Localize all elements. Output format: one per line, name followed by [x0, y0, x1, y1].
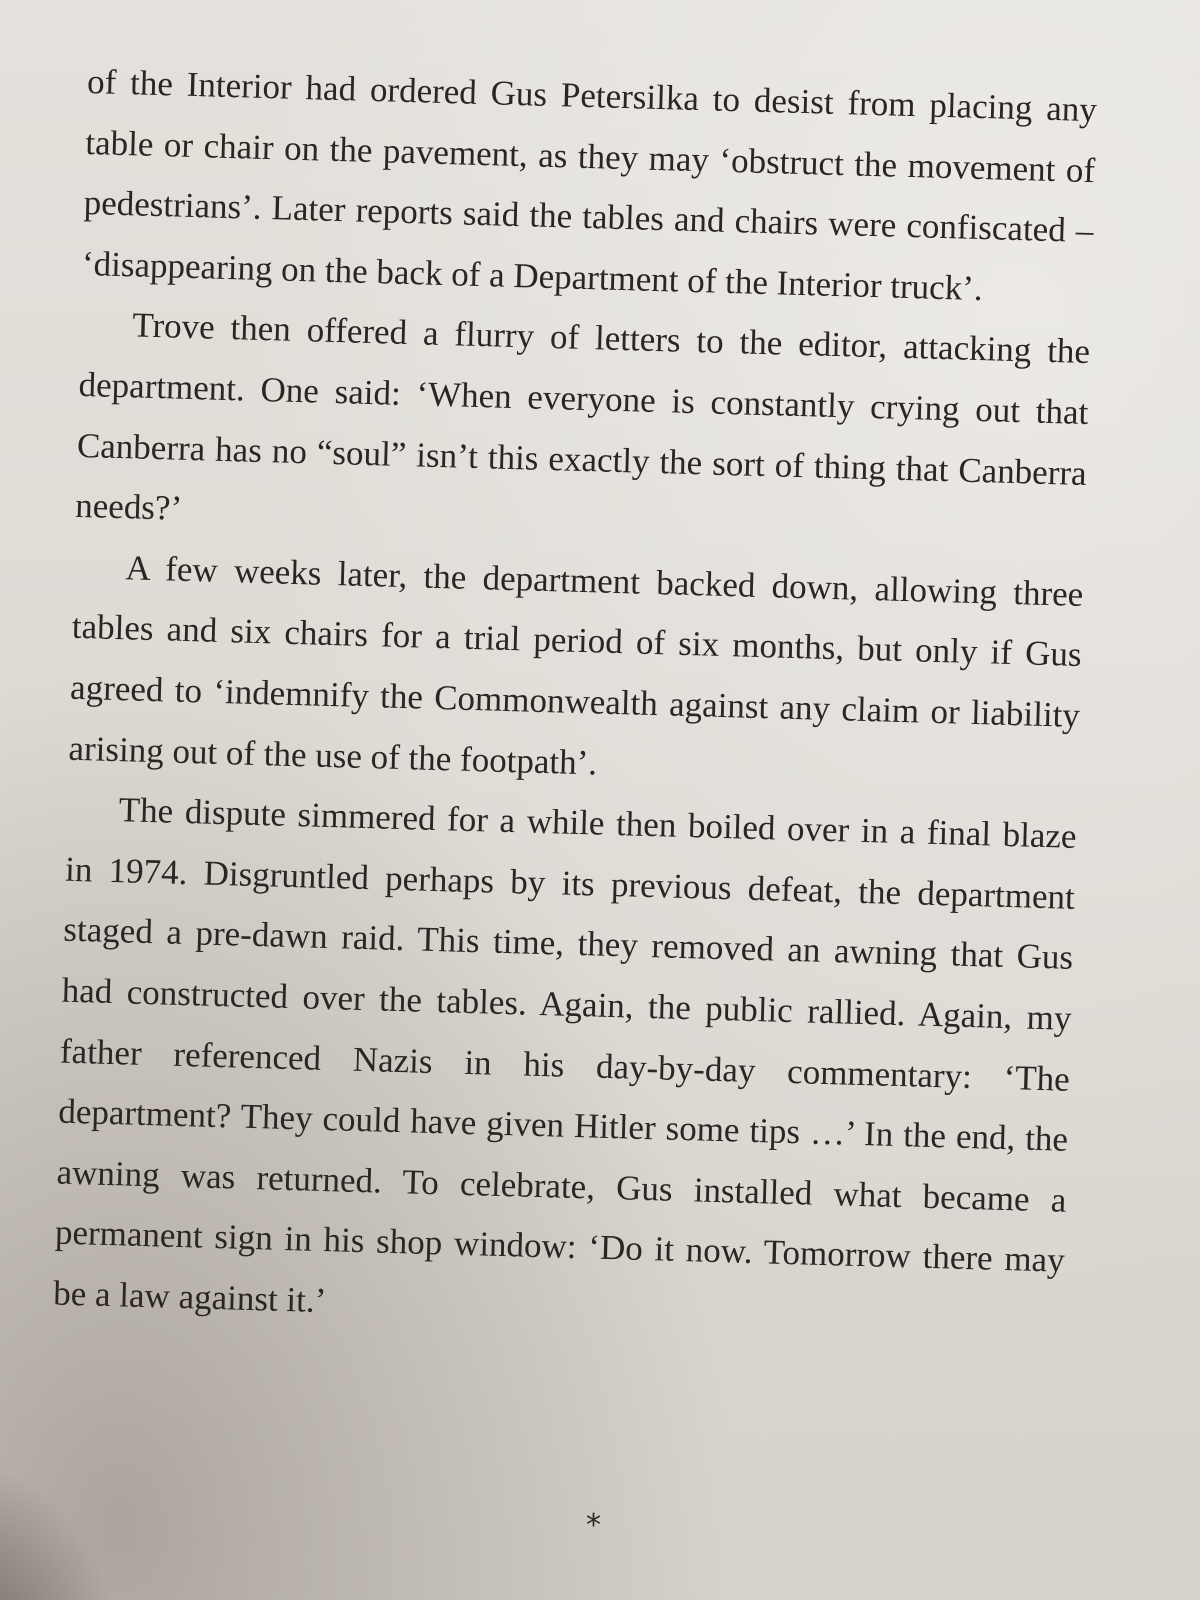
paragraph-2: Trove then offered a flurry of letters to the editor, attacking the department. One said: ‘When everyone is constantly crying out that Canberra has no “soul” isn’t this exactly the sort of thing that Canberra needs?’ — [74, 305, 1091, 528]
paragraph-1: of the Interior had ordered Gus Petersilka to desist from placing any table or chair on the pavement, as they may ‘obstruct the movement of pedestrians’. Later reports said the tables and chairs were confiscated – ‘disappearing on the back of a Department of the Interior truck’. — [81, 61, 1098, 308]
paragraph-3: A few weeks later, the department backed down, allowing three tables and six chairs for a trial period of six months, but only if Gus agreed to ‘indemnify the Commonwealth against any claim or liability arising out of the use of the footpath’. — [68, 548, 1084, 783]
section-separator: * — [586, 1508, 601, 1543]
page-shadow — [0, 1460, 120, 1600]
paragraph-4: The dispute simmered for a while then boiled over in a final blaze in 1974. Disgruntled perhaps by its previous defeat, the department staged a pre-dawn raid. This time, they removed an awning that Gus had constructed over the tables. Again, the public rallied. Again, my father referenced Nazis in his day-by-day commentary: ‘The department? They could have given Hitler some tips …’ In the end, the awning was returned. To celebrate, Gus installed what became a permanent sign in his shop window: ‘Do it now. Tomorrow there may be a law against it.’ — [52, 790, 1078, 1321]
body-text — [52, 52, 1097, 1352]
